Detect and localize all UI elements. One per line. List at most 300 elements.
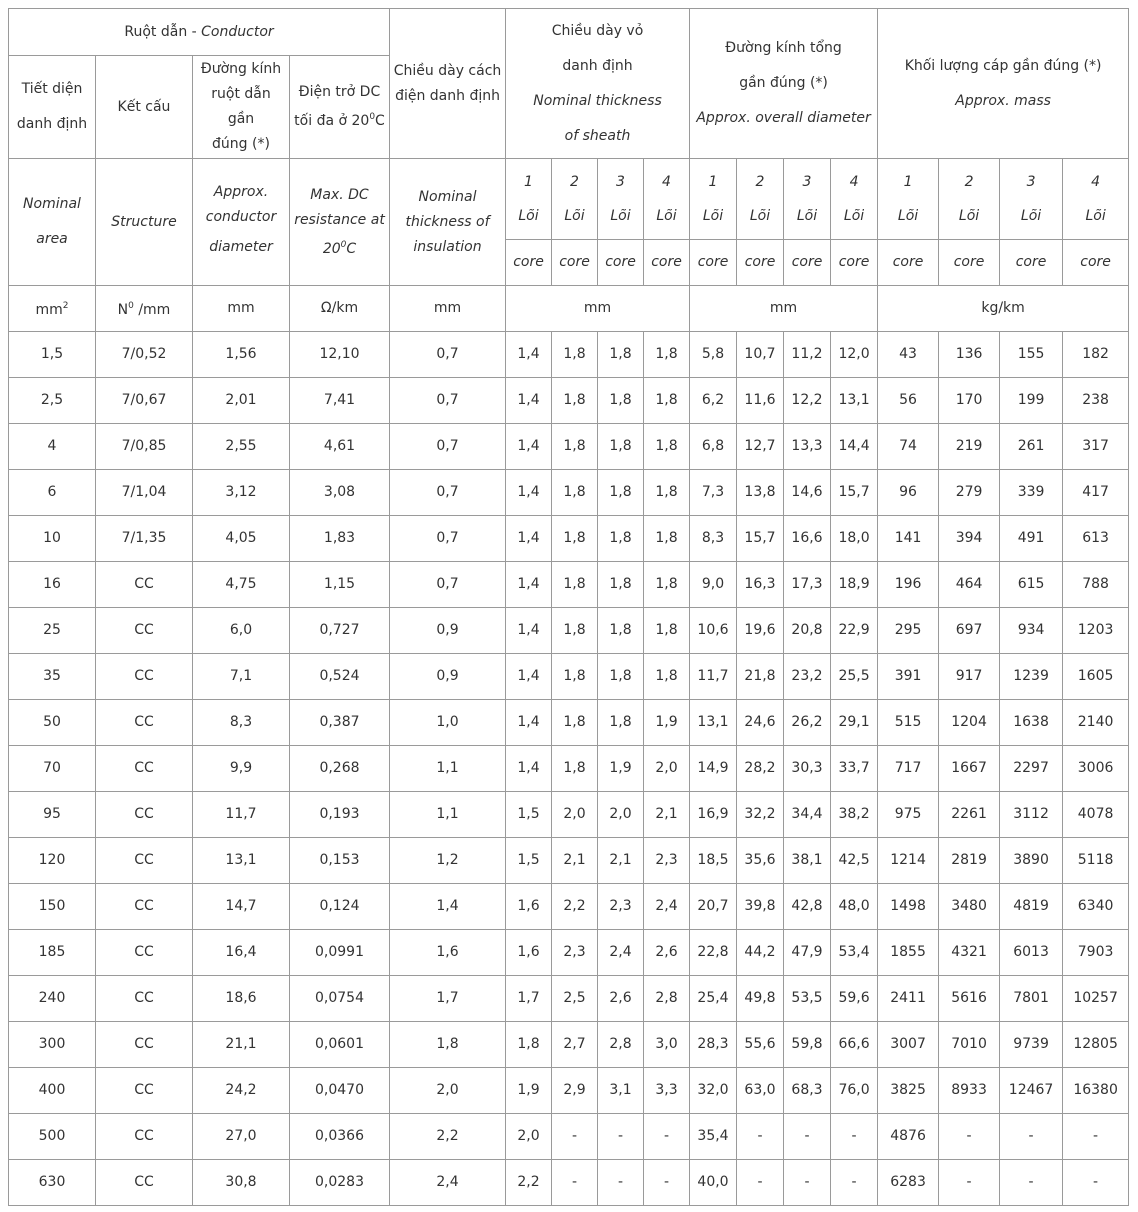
- table-cell: 4,61: [290, 424, 390, 470]
- table-cell: 11,7: [193, 792, 290, 838]
- unit-mass: kg/km: [878, 286, 1129, 332]
- structure-header-en: Structure: [96, 159, 193, 286]
- table-cell: 3112: [1000, 792, 1063, 838]
- table-cell: 1605: [1063, 654, 1129, 700]
- table-cell: 2,0: [644, 746, 690, 792]
- sheath-header: Chiều dày vỏ danh định Nominal thickness of sheath: [506, 9, 690, 159]
- table-cell: 28,2: [737, 746, 784, 792]
- table-cell: 38,1: [784, 838, 831, 884]
- table-cell: CC: [96, 976, 193, 1022]
- table-cell: 74: [878, 424, 939, 470]
- approx-diameter-header-en: Approx. conductor diameter: [193, 159, 290, 286]
- table-cell: 2,3: [598, 884, 644, 930]
- table-cell: 1204: [939, 700, 1000, 746]
- table-cell: 23,2: [784, 654, 831, 700]
- core-number: 1: [524, 174, 533, 190]
- table-cell: 1855: [878, 930, 939, 976]
- table-cell: 1,56: [193, 332, 290, 378]
- table-cell: 7/0,85: [96, 424, 193, 470]
- table-cell: 1,5: [9, 332, 96, 378]
- table-cell: 4078: [1063, 792, 1129, 838]
- table-cell: 1,5: [506, 792, 552, 838]
- table-cell: 2261: [939, 792, 1000, 838]
- table-cell: 1,1: [390, 792, 506, 838]
- table-cell: 1,8: [598, 516, 644, 562]
- table-cell: 11,6: [737, 378, 784, 424]
- table-cell: 43: [878, 332, 939, 378]
- table-cell: 1,8: [552, 700, 598, 746]
- table-cell: 2,5: [9, 378, 96, 424]
- table-body: [9, 332, 1129, 1206]
- table-row: [9, 930, 1129, 976]
- core-label-en-overall-4: core: [831, 240, 878, 286]
- table-cell: 0,193: [290, 792, 390, 838]
- core-number: 3: [1026, 174, 1036, 190]
- table-row: [9, 424, 1129, 470]
- table-cell: 11,7: [690, 654, 737, 700]
- table-cell: 1,8: [644, 608, 690, 654]
- table-cell: 44,2: [737, 930, 784, 976]
- table-cell: 1,8: [644, 654, 690, 700]
- core-label-vi: Lõi: [656, 208, 677, 224]
- table-cell: 1,8: [598, 378, 644, 424]
- table-cell: 95: [9, 792, 96, 838]
- table-cell: 2,6: [598, 976, 644, 1022]
- table-cell: 40,0: [690, 1160, 737, 1206]
- core-label-vi: Lõi: [796, 208, 818, 224]
- table-cell: 0,0754: [290, 976, 390, 1022]
- table-cell: 2,0: [552, 792, 598, 838]
- table-cell: 6013: [1000, 930, 1063, 976]
- header-row-1: [9, 9, 1129, 56]
- table-cell: 1,6: [506, 884, 552, 930]
- table-cell: -: [644, 1160, 690, 1206]
- table-cell: 14,7: [193, 884, 290, 930]
- table-cell: 2,2: [390, 1114, 506, 1160]
- table-cell: 0,7: [390, 562, 506, 608]
- table-row: [9, 654, 1129, 700]
- unit-area: $mm^2$: [9, 286, 96, 332]
- table-cell: 4,75: [193, 562, 290, 608]
- table-row: [9, 792, 1129, 838]
- table-cell: 0,268: [290, 746, 390, 792]
- table-row: [9, 746, 1129, 792]
- table-cell: 42,8: [784, 884, 831, 930]
- unit-resistance: Ω/km: [290, 286, 390, 332]
- table-cell: CC: [96, 884, 193, 930]
- table-cell: 1,8: [552, 562, 598, 608]
- table-cell: CC: [96, 792, 193, 838]
- table-row: [9, 1022, 1129, 1068]
- core-label-vi: Lõi: [1085, 208, 1106, 224]
- table-cell: 0,387: [290, 700, 390, 746]
- table-cell: 136: [939, 332, 1000, 378]
- table-cell: -: [598, 1114, 644, 1160]
- table-cell: 16,6: [784, 516, 831, 562]
- core-header-mass-2: [939, 159, 1000, 240]
- table-cell: 1,4: [506, 516, 552, 562]
- core-label-vi: Lõi: [749, 208, 771, 224]
- table-cell: 8933: [939, 1068, 1000, 1114]
- table-cell: 66,6: [831, 1022, 878, 1068]
- table-cell: 10: [9, 516, 96, 562]
- table-row: [9, 1114, 1129, 1160]
- table-cell: 0,7: [390, 470, 506, 516]
- table-cell: 1,8: [552, 608, 598, 654]
- table-cell: 3890: [1000, 838, 1063, 884]
- table-cell: 2,0: [506, 1114, 552, 1160]
- table-cell: 0,727: [290, 608, 390, 654]
- core-number: 2: [964, 174, 974, 190]
- table-cell: 6283: [878, 1160, 939, 1206]
- core-label-vi: Lõi: [564, 208, 585, 224]
- table-cell: 1,7: [506, 976, 552, 1022]
- table-cell: -: [1000, 1160, 1063, 1206]
- core-label-en-sheath-2: core: [552, 240, 598, 286]
- unit-diameter: mm: [193, 286, 290, 332]
- nominal-area-header-en: Nominal area: [9, 159, 96, 286]
- table-cell: 2,3: [552, 930, 598, 976]
- table-cell: 1,4: [506, 746, 552, 792]
- table-cell: 934: [1000, 608, 1063, 654]
- table-row: [9, 1160, 1129, 1206]
- table-cell: 2140: [1063, 700, 1129, 746]
- table-cell: 12,10: [290, 332, 390, 378]
- table-cell: 11,2: [784, 332, 831, 378]
- table-cell: 788: [1063, 562, 1129, 608]
- table-cell: 2,01: [193, 378, 290, 424]
- table-cell: 63,0: [737, 1068, 784, 1114]
- core-header-sheath-1: [506, 159, 552, 240]
- table-cell: 120: [9, 838, 96, 884]
- table-cell: 22,9: [831, 608, 878, 654]
- table-cell: 2819: [939, 838, 1000, 884]
- table-cell: 0,7: [390, 332, 506, 378]
- table-cell: CC: [96, 838, 193, 884]
- table-cell: 1,8: [506, 1022, 552, 1068]
- core-header-mass-4: [1063, 159, 1129, 240]
- table-cell: 13,1: [690, 700, 737, 746]
- table-cell: 515: [878, 700, 939, 746]
- table-cell: 1,4: [506, 378, 552, 424]
- table-cell: 0,0470: [290, 1068, 390, 1114]
- table-cell: 717: [878, 746, 939, 792]
- table-cell: 18,9: [831, 562, 878, 608]
- table-cell: 0,0366: [290, 1114, 390, 1160]
- table-cell: 464: [939, 562, 1000, 608]
- table-cell: 12805: [1063, 1022, 1129, 1068]
- table-cell: 2,0: [598, 792, 644, 838]
- table-cell: 14,6: [784, 470, 831, 516]
- core-label-en-sheath-3: core: [598, 240, 644, 286]
- insulation-header-en: Nominal thickness of insulation: [390, 159, 506, 286]
- table-cell: 21,1: [193, 1022, 290, 1068]
- table-row: [9, 332, 1129, 378]
- table-cell: 42,5: [831, 838, 878, 884]
- core-header-overall-4: [831, 159, 878, 240]
- table-cell: 1,83: [290, 516, 390, 562]
- table-cell: -: [552, 1160, 598, 1206]
- table-cell: 50: [9, 700, 96, 746]
- table-cell: 3,1: [598, 1068, 644, 1114]
- table-cell: 12,7: [737, 424, 784, 470]
- core-label-en-mass-2: core: [939, 240, 1000, 286]
- table-cell: 2,8: [598, 1022, 644, 1068]
- table-cell: 32,0: [690, 1068, 737, 1114]
- table-cell: 0,153: [290, 838, 390, 884]
- table-cell: 33,7: [831, 746, 878, 792]
- table-row: [9, 838, 1129, 884]
- table-cell: 613: [1063, 516, 1129, 562]
- table-cell: 6,0: [193, 608, 290, 654]
- table-cell: 2,5: [552, 976, 598, 1022]
- table-cell: 1,8: [598, 332, 644, 378]
- table-cell: 199: [1000, 378, 1063, 424]
- table-cell: 1,9: [644, 700, 690, 746]
- table-cell: 30,3: [784, 746, 831, 792]
- table-cell: 13,3: [784, 424, 831, 470]
- table-cell: 12467: [1000, 1068, 1063, 1114]
- table-cell: 317: [1063, 424, 1129, 470]
- table-cell: 13,8: [737, 470, 784, 516]
- table-row: [9, 1068, 1129, 1114]
- table-cell: 2,1: [598, 838, 644, 884]
- mass-header: Khối lượng cáp gần đúng (*) Approx. mass: [878, 9, 1129, 159]
- table-cell: 1,6: [506, 930, 552, 976]
- table-cell: 35,4: [690, 1114, 737, 1160]
- max-dc-header-vi: Điện trở DC tối đa ở $20^0C$: [290, 56, 390, 159]
- table-cell: 7,41: [290, 378, 390, 424]
- table-cell: 1,8: [598, 608, 644, 654]
- table-cell: 2297: [1000, 746, 1063, 792]
- table-cell: 1667: [939, 746, 1000, 792]
- table-cell: 0,0283: [290, 1160, 390, 1206]
- core-header-overall-3: [784, 159, 831, 240]
- table-cell: 1,9: [506, 1068, 552, 1114]
- table-cell: 3480: [939, 884, 1000, 930]
- table-cell: CC: [96, 1160, 193, 1206]
- core-label-vi: Lõi: [518, 208, 539, 224]
- core-number: 4: [1091, 174, 1101, 190]
- table-cell: 2,1: [644, 792, 690, 838]
- table-cell: 1,4: [506, 608, 552, 654]
- core-label-en-mass-3: core: [1000, 240, 1063, 286]
- table-cell: 4: [9, 424, 96, 470]
- table-cell: 3825: [878, 1068, 939, 1114]
- core-label-en-overall-1: core: [690, 240, 737, 286]
- table-cell: 1,6: [390, 930, 506, 976]
- core-label-en-overall-3: core: [784, 240, 831, 286]
- table-cell: 35: [9, 654, 96, 700]
- table-cell: 300: [9, 1022, 96, 1068]
- table-cell: -: [831, 1160, 878, 1206]
- unit-overall: mm: [690, 286, 878, 332]
- table-cell: 1,8: [598, 470, 644, 516]
- table-cell: 3,12: [193, 470, 290, 516]
- core-number: 1: [903, 174, 913, 190]
- table-cell: 1,8: [552, 516, 598, 562]
- table-cell: 19,6: [737, 608, 784, 654]
- table-cell: 1,8: [598, 562, 644, 608]
- table-cell: 7903: [1063, 930, 1129, 976]
- table-cell: 18,0: [831, 516, 878, 562]
- table-cell: 1,8: [598, 654, 644, 700]
- structure-header-vi: Kết cấu: [96, 56, 193, 159]
- table-cell: 53,4: [831, 930, 878, 976]
- table-cell: 25,5: [831, 654, 878, 700]
- core-number: 4: [849, 174, 859, 190]
- core-header-sheath-2: [552, 159, 598, 240]
- table-cell: 38,2: [831, 792, 878, 838]
- table-cell: CC: [96, 930, 193, 976]
- core-label-en-mass-4: core: [1063, 240, 1129, 286]
- table-cell: 1,4: [506, 424, 552, 470]
- table-row: [9, 884, 1129, 930]
- table-cell: 49,8: [737, 976, 784, 1022]
- core-header-overall-1: [690, 159, 737, 240]
- core-label-en-sheath-4: core: [644, 240, 690, 286]
- table-cell: 1,8: [390, 1022, 506, 1068]
- table-cell: 0,9: [390, 654, 506, 700]
- table-cell: 2411: [878, 976, 939, 1022]
- table-cell: 2,3: [644, 838, 690, 884]
- table-cell: 96: [878, 470, 939, 516]
- table-cell: 917: [939, 654, 1000, 700]
- table-cell: 1,8: [552, 378, 598, 424]
- table-cell: 2,4: [390, 1160, 506, 1206]
- table-cell: 5616: [939, 976, 1000, 1022]
- table-cell: 7,1: [193, 654, 290, 700]
- table-cell: 1,8: [552, 424, 598, 470]
- core-number: 2: [755, 174, 765, 190]
- table-cell: 59,8: [784, 1022, 831, 1068]
- table-cell: 7,3: [690, 470, 737, 516]
- table-cell: -: [1063, 1114, 1129, 1160]
- core-number: 3: [616, 174, 625, 190]
- table-cell: 10257: [1063, 976, 1129, 1022]
- table-cell: 0,0601: [290, 1022, 390, 1068]
- table-row: [9, 470, 1129, 516]
- table-cell: 20,8: [784, 608, 831, 654]
- core-header-mass-1: [878, 159, 939, 240]
- table-cell: 1,8: [644, 378, 690, 424]
- table-cell: 185: [9, 930, 96, 976]
- table-cell: 53,5: [784, 976, 831, 1022]
- table-cell: 16380: [1063, 1068, 1129, 1114]
- header-row-3: [9, 159, 1129, 240]
- table-cell: 30,8: [193, 1160, 290, 1206]
- table-cell: 2,6: [644, 930, 690, 976]
- table-cell: 6: [9, 470, 96, 516]
- core-header-mass-3: [1000, 159, 1063, 240]
- table-cell: 16,4: [193, 930, 290, 976]
- table-cell: 1,8: [644, 424, 690, 470]
- table-cell: 2,2: [552, 884, 598, 930]
- table-cell: 25: [9, 608, 96, 654]
- table-cell: 10,6: [690, 608, 737, 654]
- table-cell: -: [831, 1114, 878, 1160]
- table-cell: 21,8: [737, 654, 784, 700]
- table-cell: 56: [878, 378, 939, 424]
- table-cell: 4819: [1000, 884, 1063, 930]
- table-cell: 170: [939, 378, 1000, 424]
- table-cell: -: [784, 1160, 831, 1206]
- unit-structure: $N^0$ /mm: [96, 286, 193, 332]
- core-label-en-overall-2: core: [737, 240, 784, 286]
- table-cell: 7/1,04: [96, 470, 193, 516]
- table-cell: 24,6: [737, 700, 784, 746]
- core-header-sheath-3: [598, 159, 644, 240]
- table-cell: 630: [9, 1160, 96, 1206]
- table-cell: 1203: [1063, 608, 1129, 654]
- table-cell: CC: [96, 1114, 193, 1160]
- table-cell: 5118: [1063, 838, 1129, 884]
- table-cell: -: [1000, 1114, 1063, 1160]
- table-cell: 1,8: [598, 700, 644, 746]
- table-cell: -: [939, 1114, 1000, 1160]
- cable-spec-table: [8, 8, 1129, 1206]
- table-cell: 14,9: [690, 746, 737, 792]
- table-cell: CC: [96, 608, 193, 654]
- table-cell: 1,5: [506, 838, 552, 884]
- table-cell: 13,1: [831, 378, 878, 424]
- core-label-en-mass-1: core: [878, 240, 939, 286]
- table-row: [9, 562, 1129, 608]
- table-cell: CC: [96, 700, 193, 746]
- table-cell: 196: [878, 562, 939, 608]
- table-cell: 15,7: [831, 470, 878, 516]
- table-cell: 1,8: [644, 516, 690, 562]
- table-cell: 150: [9, 884, 96, 930]
- table-cell: CC: [96, 1022, 193, 1068]
- table-cell: 240: [9, 976, 96, 1022]
- table-cell: 2,7: [552, 1022, 598, 1068]
- table-cell: 12,2: [784, 378, 831, 424]
- table-cell: 14,4: [831, 424, 878, 470]
- table-cell: 4321: [939, 930, 1000, 976]
- table-cell: 1214: [878, 838, 939, 884]
- table-cell: 24,2: [193, 1068, 290, 1114]
- table-cell: 0,9: [390, 608, 506, 654]
- table-cell: 15,7: [737, 516, 784, 562]
- table-cell: -: [644, 1114, 690, 1160]
- table-cell: 2,4: [598, 930, 644, 976]
- table-cell: 1,8: [644, 332, 690, 378]
- table-cell: 26,2: [784, 700, 831, 746]
- table-cell: 1,7: [390, 976, 506, 1022]
- unit-sheath: mm: [506, 286, 690, 332]
- table-row: [9, 700, 1129, 746]
- table-cell: 7010: [939, 1022, 1000, 1068]
- table-cell: 6340: [1063, 884, 1129, 930]
- table-cell: 1,4: [506, 654, 552, 700]
- unit-insulation: mm: [390, 286, 506, 332]
- core-label-vi: Lõi: [897, 208, 919, 224]
- table-cell: 391: [878, 654, 939, 700]
- table-cell: 182: [1063, 332, 1129, 378]
- table-cell: 1,8: [552, 746, 598, 792]
- core-number: 3: [802, 174, 812, 190]
- table-cell: 1,8: [598, 424, 644, 470]
- table-cell: -: [598, 1160, 644, 1206]
- table-cell: 1,2: [390, 838, 506, 884]
- table-cell: 1,8: [552, 332, 598, 378]
- table-cell: 16,9: [690, 792, 737, 838]
- table-cell: 59,6: [831, 976, 878, 1022]
- conductor-group-header: Ruột dẫn - Conductor: [9, 9, 390, 56]
- table-cell: 55,6: [737, 1022, 784, 1068]
- table-cell: 25,4: [690, 976, 737, 1022]
